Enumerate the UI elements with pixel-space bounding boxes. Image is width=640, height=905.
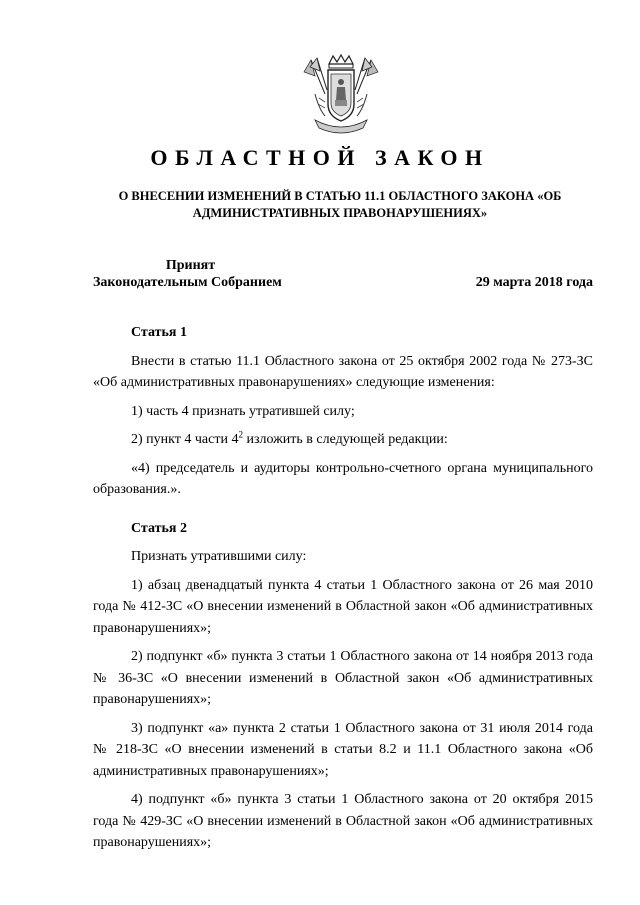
- adoption-block: [93, 257, 313, 291]
- adopted-label: Принят: [165, 258, 216, 273]
- law-body: [93, 322, 593, 861]
- article-1-paragraph: Внести в статью 11.1 Областного закона от 25 октября 2002 года № 273-ЗС «Об административных правонарушениях» следующие изменения:: [93, 353, 593, 390]
- paragraph-text-tail: изложить в следующей редакции:: [242, 432, 448, 447]
- article-1-paragraph: 1) часть 4 признать утратившей силу;: [131, 403, 355, 419]
- article-2-paragraph: 1) абзац двенадцатый пункта 4 статьи 1 Областного закона от 26 мая 2010 года № 412-ЗС «О внесении изменений в Областной закон «Об административных правонарушениях»;: [93, 577, 593, 636]
- adopted-by: Законодательным Собранием: [93, 275, 282, 290]
- law-subtitle: О ВНЕСЕНИИ ИЗМЕНЕНИЙ В СТАТЬЮ 11.1 ОБЛАСТНОГО ЗАКОНА «ОБ АДМИНИСТРАТИВНЫХ ПРАВОНАРУШЕНИЯХ»: [118, 189, 562, 220]
- article-2-paragraph: Признать утратившими силу:: [131, 549, 307, 564]
- coat-of-arms-icon: [301, 54, 381, 136]
- article-1-heading: Статья 1: [131, 325, 187, 340]
- article-2-paragraph: 4) подпункт «б» пункта 3 статьи 1 Областного закона от 20 октября 2015 года № 429-ЗС «О внесении изменений в Областной закон «Об административных правонарушениях»;: [93, 792, 593, 850]
- article-2-paragraph: 2) подпункт «б» пункта 3 статьи 1 Областного закона от 14 ноября 2013 года № 36-ЗС «О внесении изменений в Областной закон «Об административных правонарушениях»;: [93, 649, 593, 707]
- article-2-heading: Статья 2: [131, 520, 187, 536]
- article-1-paragraph: «4) председатель и аудиторы контрольно-счетного органа муниципального образования.».: [93, 460, 593, 497]
- paragraph-text: 2) пункт 4 части 4: [131, 432, 239, 447]
- superscript: 2: [238, 429, 243, 440]
- adoption-date: 29 марта 2018 года: [475, 275, 593, 290]
- law-title: ОБЛАСТНОЙ ЗАКОН: [150, 145, 490, 170]
- article-2-paragraph: 3) подпункт «а» пункта 2 статьи 1 Областного закона от 31 июля 2014 года № 218-ЗС «О внесении изменений в статьи 8.2 и 11.1 Областного закона «Об административных правонарушениях»;: [93, 720, 593, 779]
- article-1-paragraph: [93, 429, 593, 451]
